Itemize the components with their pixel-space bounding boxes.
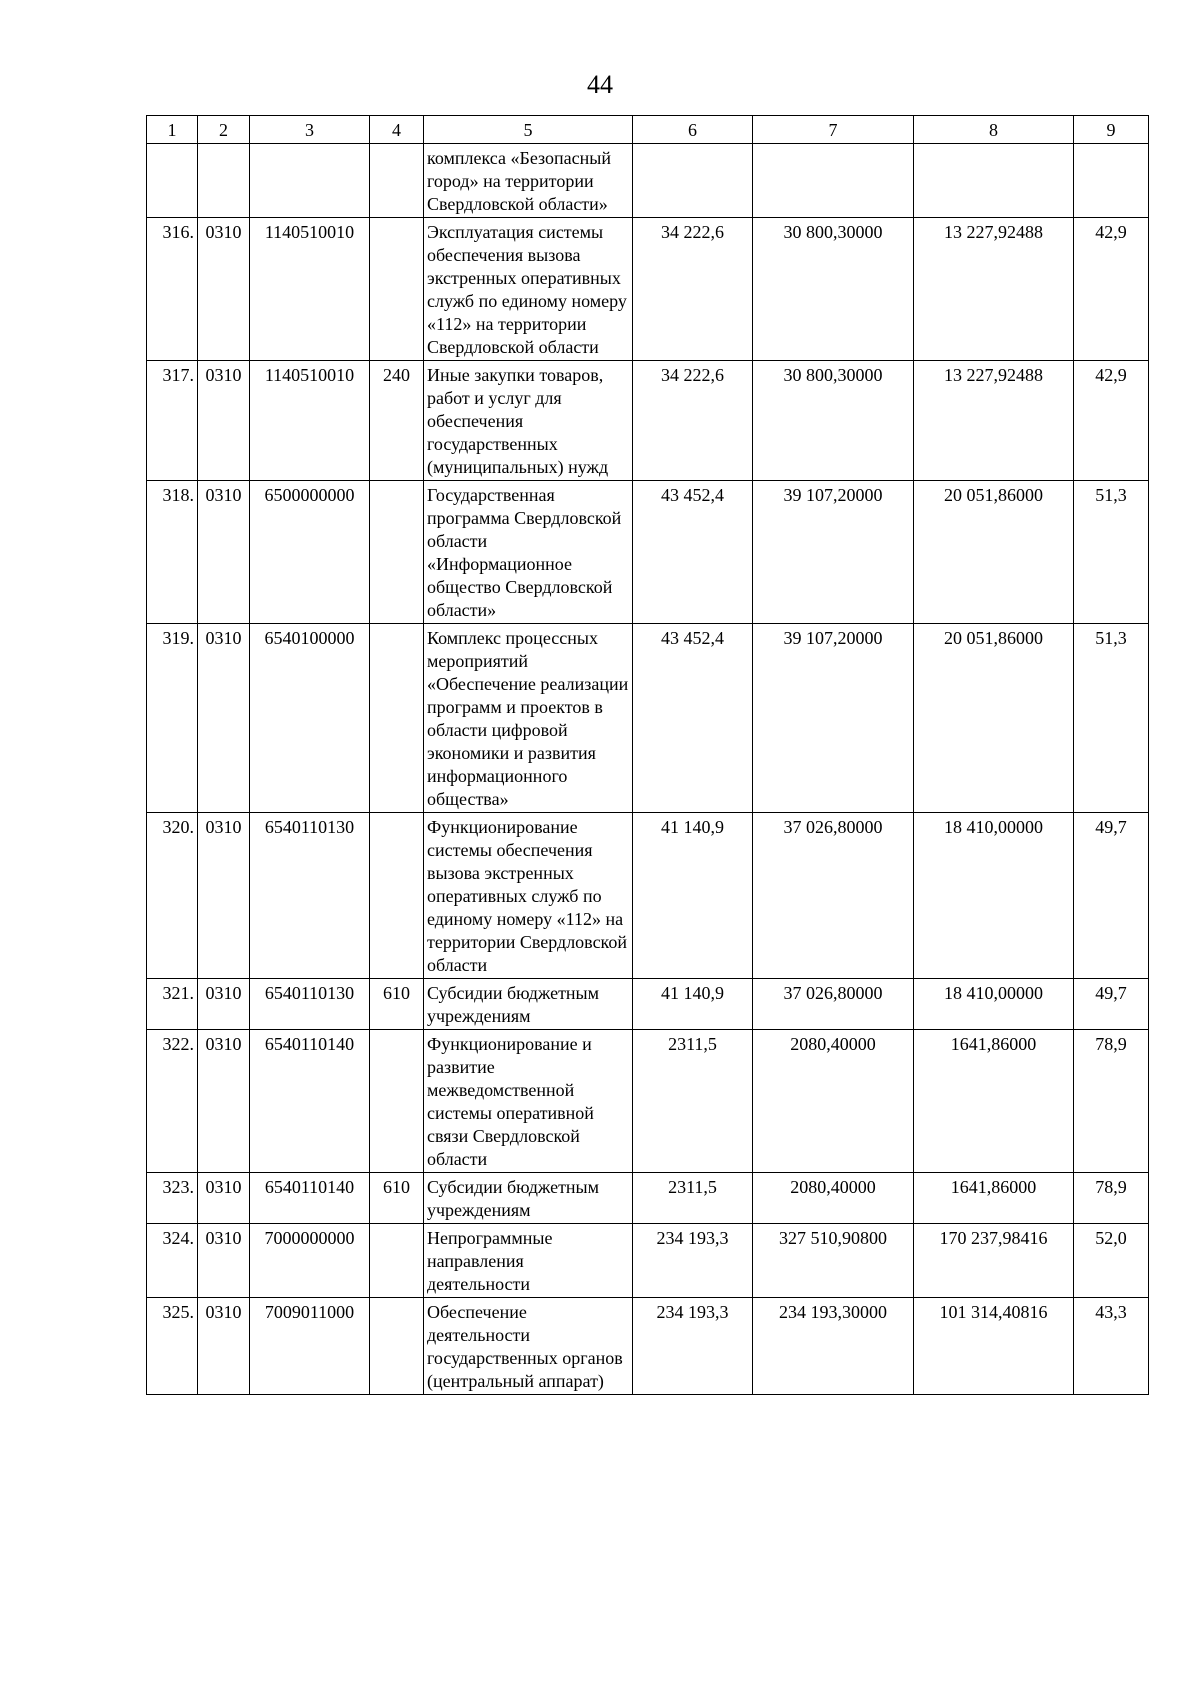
section-code-cell: 0310 — [198, 1030, 250, 1173]
executed-amount-cell — [914, 144, 1074, 218]
adjusted-amount-cell: 39 107,20000 — [753, 481, 914, 624]
planned-amount-cell: 43 452,4 — [633, 624, 753, 813]
expense-type-code-cell — [370, 218, 424, 361]
section-code-cell: 0310 — [198, 813, 250, 979]
row-number-cell: 325. — [147, 1298, 198, 1395]
row-number-cell: 318. — [147, 481, 198, 624]
adjusted-amount-cell: 37 026,80000 — [753, 813, 914, 979]
description-cell: Субсидии бюджетным учреждениям — [424, 1173, 633, 1224]
table-row — [147, 1224, 1149, 1298]
expense-type-code-cell: 240 — [370, 361, 424, 481]
execution-percent-cell: 51,3 — [1074, 481, 1149, 624]
description-cell: Эксплуатация системы обеспечения вызова экстренных оперативных служб по единому номеру «112» на территории Свердловской области — [424, 218, 633, 361]
expense-type-code-cell: 610 — [370, 979, 424, 1030]
execution-percent-cell: 42,9 — [1074, 361, 1149, 481]
adjusted-amount-cell: 234 193,30000 — [753, 1298, 914, 1395]
row-number-cell: 319. — [147, 624, 198, 813]
expense-type-code-cell — [370, 624, 424, 813]
adjusted-amount-cell: 30 800,30000 — [753, 218, 914, 361]
expense-type-code-cell — [370, 481, 424, 624]
section-code-cell: 0310 — [198, 1298, 250, 1395]
table-row — [147, 979, 1149, 1030]
adjusted-amount-cell: 2080,40000 — [753, 1030, 914, 1173]
target-article-code-cell: 7009011000 — [250, 1298, 370, 1395]
section-code-cell: 0310 — [198, 361, 250, 481]
section-code-cell — [198, 144, 250, 218]
execution-percent-cell: 49,7 — [1074, 979, 1149, 1030]
execution-percent-cell — [1074, 144, 1149, 218]
target-article-code-cell: 6500000000 — [250, 481, 370, 624]
section-code-cell: 0310 — [198, 624, 250, 813]
expense-type-code-cell — [370, 144, 424, 218]
executed-amount-cell: 13 227,92488 — [914, 218, 1074, 361]
description-cell: Функционирование системы обеспечения вызова экстренных оперативных служб по единому номеру «112» на территории Свердловской области — [424, 813, 633, 979]
description-cell: Государственная программа Свердловской области «Информационное общество Свердловской области» — [424, 481, 633, 624]
target-article-code-cell: 6540100000 — [250, 624, 370, 813]
column-header-5: 5 — [424, 116, 633, 144]
execution-percent-cell: 43,3 — [1074, 1298, 1149, 1395]
planned-amount-cell — [633, 144, 753, 218]
adjusted-amount-cell — [753, 144, 914, 218]
target-article-code-cell: 6540110140 — [250, 1030, 370, 1173]
target-article-code-cell — [250, 144, 370, 218]
expense-type-code-cell — [370, 1298, 424, 1395]
row-number-cell: 320. — [147, 813, 198, 979]
adjusted-amount-cell: 30 800,30000 — [753, 361, 914, 481]
page-number: 44 — [587, 70, 613, 99]
planned-amount-cell: 234 193,3 — [633, 1298, 753, 1395]
table-row — [147, 361, 1149, 481]
execution-percent-cell: 78,9 — [1074, 1173, 1149, 1224]
execution-percent-cell: 49,7 — [1074, 813, 1149, 979]
description-cell: Функционирование и развитие межведомственной системы оперативной связи Свердловской области — [424, 1030, 633, 1173]
planned-amount-cell: 41 140,9 — [633, 979, 753, 1030]
expense-type-code-cell: 610 — [370, 1173, 424, 1224]
description-cell: Иные закупки товаров, работ и услуг для обеспечения государственных (муниципальных) нужд — [424, 361, 633, 481]
expense-type-code-cell — [370, 813, 424, 979]
row-number-cell: 317. — [147, 361, 198, 481]
planned-amount-cell: 34 222,6 — [633, 218, 753, 361]
adjusted-amount-cell: 37 026,80000 — [753, 979, 914, 1030]
planned-amount-cell: 43 452,4 — [633, 481, 753, 624]
section-code-cell: 0310 — [198, 1224, 250, 1298]
executed-amount-cell: 20 051,86000 — [914, 481, 1074, 624]
adjusted-amount-cell: 39 107,20000 — [753, 624, 914, 813]
executed-amount-cell: 170 237,98416 — [914, 1224, 1074, 1298]
column-header-8: 8 — [914, 116, 1074, 144]
executed-amount-cell: 1641,86000 — [914, 1030, 1074, 1173]
description-cell: Обеспечение деятельности государственных органов (центральный аппарат) — [424, 1298, 633, 1395]
table-body — [147, 144, 1149, 1395]
executed-amount-cell: 18 410,00000 — [914, 813, 1074, 979]
adjusted-amount-cell: 2080,40000 — [753, 1173, 914, 1224]
column-header-9: 9 — [1074, 116, 1149, 144]
target-article-code-cell: 7000000000 — [250, 1224, 370, 1298]
executed-amount-cell: 1641,86000 — [914, 1173, 1074, 1224]
row-number-cell — [147, 144, 198, 218]
executed-amount-cell: 18 410,00000 — [914, 979, 1074, 1030]
column-header-7: 7 — [753, 116, 914, 144]
table-row — [147, 144, 1149, 218]
table-row — [147, 481, 1149, 624]
target-article-code-cell: 6540110130 — [250, 979, 370, 1030]
column-header-6: 6 — [633, 116, 753, 144]
description-cell: комплекса «Безопасный город» на территории Свердловской области» — [424, 144, 633, 218]
table-row — [147, 1030, 1149, 1173]
planned-amount-cell: 41 140,9 — [633, 813, 753, 979]
executed-amount-cell: 13 227,92488 — [914, 361, 1074, 481]
row-number-cell: 316. — [147, 218, 198, 361]
header-row — [147, 116, 1149, 144]
adjusted-amount-cell: 327 510,90800 — [753, 1224, 914, 1298]
row-number-cell: 323. — [147, 1173, 198, 1224]
description-cell: Комплекс процессных мероприятий «Обеспечение реализации программ и проектов в области цифровой экономики и развития информационного общества» — [424, 624, 633, 813]
table-row — [147, 218, 1149, 361]
column-header-3: 3 — [250, 116, 370, 144]
expense-type-code-cell — [370, 1030, 424, 1173]
target-article-code-cell: 1140510010 — [250, 361, 370, 481]
budget-table — [146, 115, 1149, 1395]
row-number-cell: 322. — [147, 1030, 198, 1173]
target-article-code-cell: 6540110140 — [250, 1173, 370, 1224]
executed-amount-cell: 20 051,86000 — [914, 624, 1074, 813]
execution-percent-cell: 52,0 — [1074, 1224, 1149, 1298]
planned-amount-cell: 2311,5 — [633, 1030, 753, 1173]
table-row — [147, 1173, 1149, 1224]
column-header-2: 2 — [198, 116, 250, 144]
row-number-cell: 324. — [147, 1224, 198, 1298]
table-row — [147, 1298, 1149, 1395]
column-header-1: 1 — [147, 116, 198, 144]
planned-amount-cell: 234 193,3 — [633, 1224, 753, 1298]
target-article-code-cell: 1140510010 — [250, 218, 370, 361]
section-code-cell: 0310 — [198, 979, 250, 1030]
table-row — [147, 813, 1149, 979]
section-code-cell: 0310 — [198, 481, 250, 624]
table-row — [147, 624, 1149, 813]
row-number-cell: 321. — [147, 979, 198, 1030]
execution-percent-cell: 78,9 — [1074, 1030, 1149, 1173]
column-header-4: 4 — [370, 116, 424, 144]
expense-type-code-cell — [370, 1224, 424, 1298]
target-article-code-cell: 6540110130 — [250, 813, 370, 979]
description-cell: Непрограммные направления деятельности — [424, 1224, 633, 1298]
execution-percent-cell: 42,9 — [1074, 218, 1149, 361]
section-code-cell: 0310 — [198, 218, 250, 361]
executed-amount-cell: 101 314,40816 — [914, 1298, 1074, 1395]
planned-amount-cell: 2311,5 — [633, 1173, 753, 1224]
planned-amount-cell: 34 222,6 — [633, 361, 753, 481]
execution-percent-cell: 51,3 — [1074, 624, 1149, 813]
description-cell: Субсидии бюджетным учреждениям — [424, 979, 633, 1030]
section-code-cell: 0310 — [198, 1173, 250, 1224]
